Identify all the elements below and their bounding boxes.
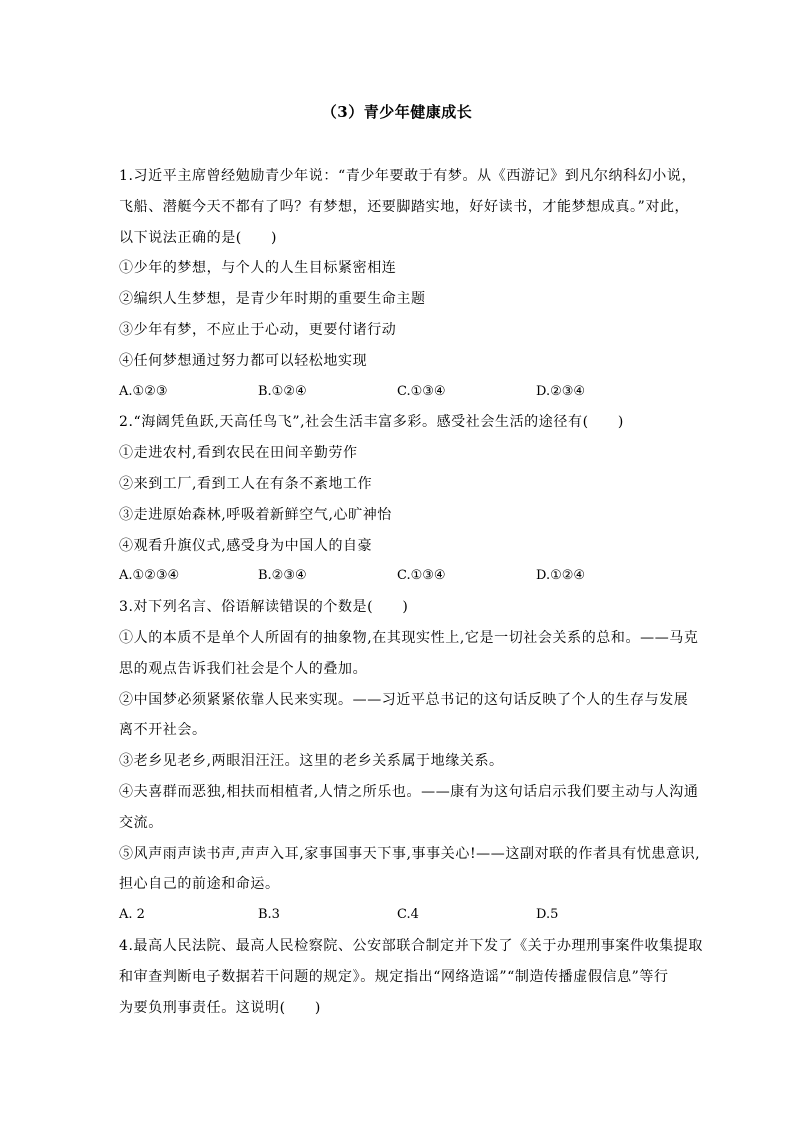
question-stem-line: 飞船、潜艇今天不都有了吗？有梦想，还要脚踏实地，好好读书，才能梦想成真。”对此，: [119, 198, 690, 215]
question-stem-line: 为要负刑事责任。这说明( ): [119, 999, 321, 1016]
statement-line: ④任何梦想通过努力都可以轻松地实现: [119, 352, 368, 369]
statement-line: ②编织人生梦想，是青少年时期的重要生命主题: [119, 291, 426, 308]
question-block: [119, 592, 701, 931]
question-stem-line: 2.“海阔凭鱼跃,天高任鸟飞”,社会生活丰富多彩。感受社会生活的途径有( ): [119, 414, 624, 431]
statement-line: ④观看升旗仪式,感受身为中国人的自豪: [119, 537, 373, 554]
statement-line: ①少年的梦想，与个人的人生目标紧密相连: [119, 260, 397, 277]
question-block: [119, 407, 684, 592]
answer-option: C.4: [397, 907, 419, 923]
questions-content: [119, 161, 703, 1023]
answer-option: C.①③④: [397, 568, 446, 584]
statement-line: 担心自己的前途和命运。: [119, 876, 280, 893]
statement-line: ①人的本质不是单个人所固有的抽象物,在其现实性上,它是一切社会关系的总和。——马克: [119, 629, 699, 646]
answer-option: D.②③④: [536, 383, 586, 399]
statement-line: 交流。: [119, 814, 163, 831]
answer-options: [119, 377, 684, 408]
answer-option: A. 2: [119, 907, 145, 923]
question-stem-line: 以下说法正确的是( ): [119, 229, 278, 246]
statement-line: ②中国梦必须紧紧依靠人民来实现。——习近平总书记的这句话反映了个人的生存与发展: [119, 691, 689, 708]
statement-line: ②来到工厂,看到工人在有条不紊地工作: [119, 475, 373, 492]
statement-line: ④夫喜群而恶独,相扶而相植者,人情之所乐也。——康有为这句话启示我们要主动与人沟通: [119, 783, 699, 800]
answer-option: B.①②④: [258, 383, 307, 399]
answer-option: D.①②④: [536, 568, 586, 584]
answer-option: C.①③④: [397, 383, 446, 399]
question-block: [119, 931, 703, 1023]
answer-option: B.②③④: [258, 568, 307, 584]
question-block: [119, 161, 697, 407]
answer-options: [119, 900, 684, 931]
answer-option: D.5: [536, 907, 559, 923]
statement-line: ③少年有梦，不应止于心动，更要付诸行动: [119, 321, 397, 338]
answer-option: B.3: [258, 907, 280, 923]
question-stem-line: 4.最高人民法院、最高人民检察院、公安部联合制定并下发了《关于办理刑事案件收集提取: [119, 937, 703, 954]
statement-line: 离不开社会。: [119, 722, 207, 739]
statement-line: ⑤风声雨声读书声,声声入耳,家事国事天下事,事事关心!——这副对联的作者具有忧患意识,: [119, 845, 701, 862]
question-stem-line: 3.对下列名言、俗语解读错误的个数是( ): [119, 599, 409, 616]
answer-options: [119, 561, 684, 592]
question-stem-line: 和审查判断电子数据若干问题的规定》。规定指出“网络造谣”“制造传播虚假信息”等行: [119, 968, 669, 985]
statement-line: 思的观点告诉我们社会是个人的叠加。: [119, 660, 368, 677]
statement-line: ③走进原始森林,呼吸着新鲜空气,心旷神怡: [119, 506, 392, 523]
answer-option: A.①②③④: [119, 568, 180, 584]
statement-line: ①走进农村,看到农民在田间辛勤劳作: [119, 445, 358, 462]
page-title: （3）青少年健康成长: [321, 103, 473, 121]
statement-line: ③老乡见老乡,两眼泪汪汪。这里的老乡关系属于地缘关系。: [119, 753, 504, 770]
answer-option: A.①②③: [119, 383, 168, 399]
question-stem-line: 1.习近平主席曾经勉励青少年说：“青少年要敢于有梦。从《西游记》到凡尔纳科幻小说，: [119, 168, 697, 184]
